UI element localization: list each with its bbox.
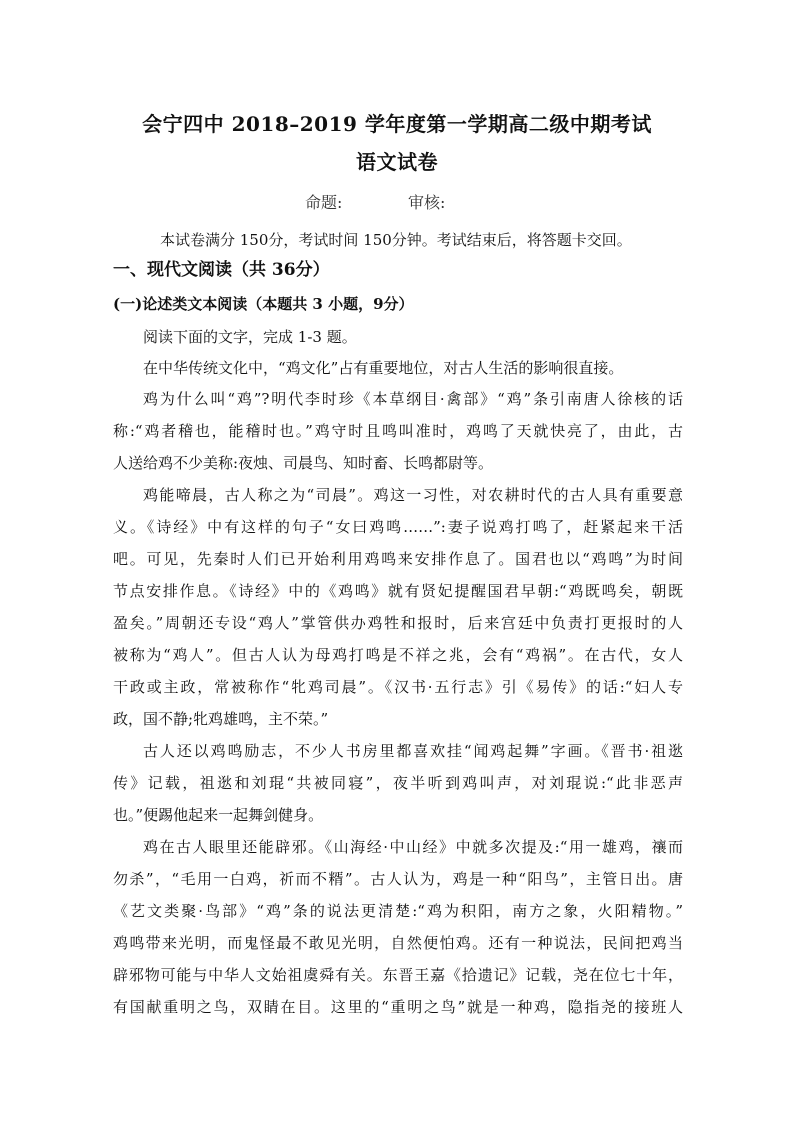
subsection-heading: (一)论述类文本阅读（本题共 3 小题，9分）	[113, 295, 414, 313]
body-line: 在中华传统文化中，“鸡文化”占有重要地位，对古人生活的影响很直接。	[143, 359, 624, 377]
body-line: 鸡鸣带来光明，而鬼怪最不敢见光明，自然便怕鸡。还有一种说法，民间把鸡当	[113, 934, 683, 952]
body-line: 传》记载，祖逖和刘琨“共被同寝”，夜半听到鸡叫声，对刘琨说:“此非恶声	[113, 774, 683, 792]
exam-subtitle: 语文试卷	[356, 150, 438, 174]
body-line: 节点安排作息。《诗经》中的《鸡鸣》就有贤妃提醒国君早朝:“鸡既鸣矣，朝既	[113, 582, 683, 600]
reviewer-label: 审核:	[408, 193, 446, 212]
proposer-label: 命题:	[305, 193, 343, 212]
body-line: 吧。可见，先秦时人们已开始利用鸡鸣来安排作息了。国君也以“鸡鸣”为时间	[113, 550, 683, 568]
body-line: 阅读下面的文字，完成 1-3 题。	[143, 328, 357, 346]
body-line: 古人还以鸡鸣励志，不少人书房里都喜欢挂“闻鸡起舞”字画。《晋书·祖逖	[143, 742, 683, 760]
exam-instructions: 本试卷满分 150分，考试时间 150分钟。考试结束后，将答题卡交回。	[160, 231, 632, 249]
body-line: 鸡为什么叫“鸡”?明代李时珍《本草纲目·禽部》“鸡”条引南唐人徐核的话	[143, 390, 683, 408]
exam-title: 会宁四中 2018–2019 学年度第一学期高二级中期考试	[142, 112, 652, 136]
body-line: 人送给鸡不少美称:夜烛、司晨鸟、知时畜、长鸣都尉等。	[113, 454, 494, 472]
body-line: 盈矣。”周朝还专设“鸡人”掌管供办鸡牲和报时，后来宫廷中负责打更报时的人	[113, 614, 683, 632]
body-line: 被称为“鸡人”。但古人认为母鸡打鸣是不祥之兆，会有“鸡祸”。在古代，女人	[113, 646, 683, 664]
body-line: 也。”便踢他起来一起舞剑健身。	[113, 806, 324, 824]
body-line: 鸡在古人眼里还能辟邪。《山海经·中山经》中就多次提及:“用一雄鸡，禳而	[143, 838, 683, 856]
body-line: 鸡能啼晨，古人称之为“司晨”。鸡这一习性，对农耕时代的古人具有重要意	[143, 486, 683, 504]
body-line: 《艺文类聚·鸟部》“鸡”条的说法更清楚:“鸡为积阳，南方之象，火阳精物。”	[113, 902, 683, 920]
body-line: 干政或主政，常被称作“牝鸡司晨”。《汉书·五行志》引《易传》的话:“妇人专	[113, 678, 683, 696]
body-line: 称:“鸡者稽也，能稽时也。”鸡守时且鸣叫准时，鸡鸣了天就快亮了，由此，古	[113, 422, 683, 440]
body-line: 勿杀”，“毛用一白鸡，祈而不糈”。古人认为，鸡是一种“阳鸟”，主管日出。唐	[113, 870, 683, 888]
body-line: 有国献重明之鸟，双睛在目。这里的“重明之鸟”就是一种鸡，隐指尧的接班人	[113, 998, 683, 1016]
body-line: 政，国不静;牝鸡雄鸣，主不荣。”	[113, 710, 329, 728]
section-heading: 一、现代文阅读（共 36分）	[113, 260, 330, 280]
body-line: 义。《诗经》中有这样的句子“女曰鸡鸣……”:妻子说鸡打鸣了，赶紧起来干活	[113, 518, 683, 536]
body-line: 辟邪物可能与中华人文始祖虞舜有关。东晋王嘉《拾遗记》记载，尧在位七十年，	[113, 966, 683, 984]
